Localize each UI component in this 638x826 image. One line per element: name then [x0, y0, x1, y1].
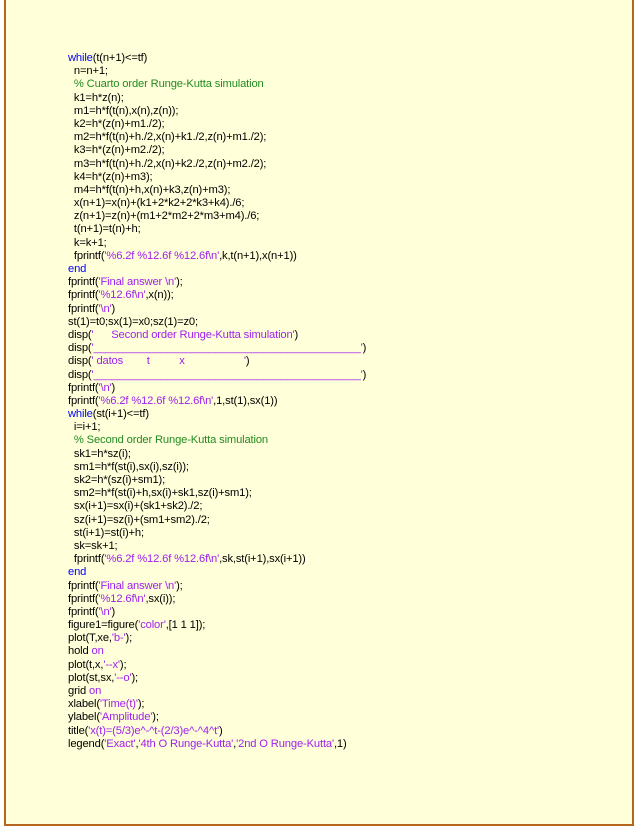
string-token: '%6.2f %12.6f %12.6f\n' [104, 553, 220, 566]
string-token: '____________________________________________' [91, 368, 363, 381]
string-token: 'Amplitude' [99, 711, 153, 724]
string-token: '\n' [98, 605, 112, 618]
string-token: 'Final answer \n' [98, 579, 177, 592]
code-token: ); [125, 632, 133, 645]
code-token: (t(n+1)<=tf) [92, 52, 148, 64]
keyword-token: while [68, 52, 93, 64]
code-line [68, 421, 366, 434]
code-line [68, 738, 366, 751]
code-token: ) [362, 342, 367, 355]
code-line [68, 619, 366, 632]
code-token: st(1)=t0;sx(1)=x0;sz(1)=z0; [68, 315, 198, 328]
code-token: st(i+1)=st(i)+h; [68, 526, 144, 539]
code-token: title( [68, 724, 89, 737]
code-line [68, 500, 366, 513]
code-line [68, 316, 366, 329]
code-line [68, 65, 366, 78]
code-token: fprintf( [68, 579, 99, 592]
code-token: fprintf( [68, 249, 105, 262]
code-token: ) [111, 605, 116, 618]
code-token: ) [111, 381, 116, 394]
code-token: disp( [68, 355, 92, 368]
string-token: '\n' [98, 381, 112, 394]
code-token: fprintf( [68, 553, 105, 566]
code-token: ,[1 1 1]); [165, 619, 206, 632]
code-token: ); [152, 711, 159, 724]
code-line [68, 144, 366, 157]
code-token: ,sk,st(i+1),sx(i+1)) [219, 553, 306, 566]
string-token: 'Exact' [104, 737, 136, 750]
code-token: ); [119, 658, 127, 671]
code-token: fprintf( [68, 394, 99, 407]
code-line [68, 52, 366, 65]
string-token: '2nd O Runge-Kutta' [236, 737, 334, 750]
code-token: sm1=h*f(st(i),sx(i),sz(i)); [68, 460, 189, 473]
string-token: '--o' [114, 671, 132, 684]
code-token: k3=h*(z(n)+m2./2); [68, 144, 165, 157]
code-line [68, 342, 366, 355]
code-token: (st(i+1)<=tf) [92, 408, 149, 421]
code-token: ); [176, 579, 183, 592]
code-token: sk2=h*(sz(i)+sm1); [68, 474, 166, 486]
keyword-token: end [68, 263, 87, 275]
code-token: fprintf( [68, 592, 99, 605]
code-line [68, 78, 366, 91]
code-token: n=n+1; [68, 65, 108, 78]
code-token: fprintf( [68, 289, 99, 302]
code-token: figure1=figure( [68, 619, 139, 632]
code-listing-box [4, 0, 634, 826]
code-line [68, 289, 366, 302]
code-token: k2=h*(z(n)+m1./2); [68, 117, 165, 130]
string-token: 'color' [138, 619, 166, 632]
code-line [68, 527, 366, 540]
code-line [68, 514, 366, 527]
string-token: ' datos t x ' [91, 355, 246, 368]
string-token: '4th O Runge-Kutta' [138, 737, 234, 750]
code-token: plot(st,sx, [68, 671, 115, 684]
code-token: plot(t,x, [68, 658, 104, 671]
code-line [68, 632, 366, 645]
code-line [68, 487, 366, 500]
code-line [68, 659, 366, 672]
string-token: 'x(t)=(5/3)e^-^t-(2/3)e^-^4^t' [88, 724, 220, 737]
code-line [68, 171, 366, 184]
code-token: xlabel( [68, 698, 100, 711]
code-line [68, 461, 366, 474]
code-token: fprintf( [68, 381, 99, 394]
string-token: ' Second order Runge-Kutta simulation' [91, 328, 295, 341]
code-token: k4=h*(z(n)+m3); [68, 170, 153, 183]
string-token: '--x' [103, 658, 120, 671]
keyword-token: while [68, 408, 93, 421]
code-line [68, 672, 366, 685]
string-token: '%12.6f\n' [98, 289, 146, 302]
code-line [68, 448, 366, 461]
code-token: ,x(n)); [145, 289, 174, 302]
code-line [68, 118, 366, 131]
code-token: ); [137, 698, 145, 711]
code-token: m1=h*f(t(n),x(n),z(n)); [68, 104, 179, 117]
comment-token: % Second order Runge-Kutta simulation [68, 434, 268, 447]
code-line [68, 474, 366, 487]
code-line [68, 580, 366, 593]
code-token: ,sx(i)); [145, 592, 176, 605]
code-line [68, 250, 366, 263]
code-token: disp( [68, 342, 92, 355]
code-line [68, 593, 366, 606]
code-token: ) [362, 368, 367, 381]
code-token: ,k,t(n+1),x(n+1)) [219, 249, 297, 262]
code-token: fprintf( [68, 276, 99, 289]
code-line [68, 210, 366, 223]
string-token: '\n' [98, 302, 112, 315]
code-line [68, 566, 366, 579]
code-token: legend( [68, 737, 105, 750]
string-token: '____________________________________________' [91, 342, 363, 355]
string-token: '%6.2f %12.6f %12.6f\n' [98, 394, 214, 407]
code-line [68, 395, 366, 408]
code-token: k=k+1; [68, 236, 107, 249]
code-token: ) [111, 302, 116, 315]
code-line [68, 197, 366, 210]
code-line [68, 184, 366, 197]
code-token: fprintf( [68, 605, 99, 618]
code-line [68, 223, 366, 236]
code-token: fprintf( [68, 302, 99, 315]
string-token: 'Time(t)' [99, 698, 138, 711]
code-line [68, 540, 366, 553]
code-token: sz(i+1)=sz(i)+(sm1+sm2)./2; [68, 513, 210, 526]
code-token: , [135, 737, 139, 750]
code-line [68, 698, 366, 711]
code-token: sk1=h*sz(i); [68, 447, 131, 460]
code-token: hold [68, 645, 92, 658]
code-token: t(n+1)=t(n)+h; [68, 223, 141, 236]
code-token: plot(T,xe, [68, 632, 112, 645]
string-token: 'Final answer \n' [98, 276, 177, 289]
string-token: 'b-' [111, 632, 126, 645]
code-token: ) [294, 328, 299, 341]
code-token: sx(i+1)=sx(i)+(sk1+sk2)./2; [68, 500, 203, 513]
code-line [68, 263, 366, 276]
code-token: m2=h*f(t(n)+h./2,x(n)+k1./2,z(n)+m1./2); [68, 131, 267, 144]
matlab-code-listing [68, 52, 366, 751]
code-token: ) [245, 355, 250, 368]
code-token: ); [176, 276, 183, 289]
code-line [68, 553, 366, 566]
code-token: m3=h*f(t(n)+h./2,x(n)+k2./2,z(n)+m2./2); [68, 157, 267, 170]
string-token: on [91, 645, 104, 658]
code-line [68, 434, 366, 447]
code-token: grid [68, 685, 90, 697]
code-line [68, 645, 366, 658]
code-token: m4=h*f(t(n)+h,x(n)+k3,z(n)+m3); [68, 183, 231, 196]
code-token: sm2=h*f(st(i)+h,sx(i)+sk1,sz(i)+sm1); [68, 487, 252, 500]
code-line [68, 606, 366, 619]
code-token: k1=h*z(n); [68, 91, 124, 104]
code-line [68, 329, 366, 342]
code-line [68, 685, 366, 698]
code-line [68, 711, 366, 724]
code-token: sk=sk+1; [68, 539, 118, 552]
code-line [68, 382, 366, 395]
comment-token: % Cuarto order Runge-Kutta simulation [68, 78, 264, 91]
code-token: ,1,st(1),sx(1)) [213, 394, 278, 407]
code-token: z(n+1)=z(n)+(m1+2*m2+2*m3+m4)./6; [68, 210, 260, 223]
code-token: , [233, 737, 237, 750]
string-token: '%6.2f %12.6f %12.6f\n' [104, 249, 220, 262]
code-token: ); [131, 671, 138, 684]
code-line [68, 369, 366, 382]
code-token: x(n+1)=x(n)+(k1+2*k2+2*k3+k4)./6; [68, 197, 245, 210]
code-token: disp( [68, 328, 92, 341]
code-line [68, 237, 366, 250]
code-token: disp( [68, 368, 92, 381]
string-token: '%12.6f\n' [98, 592, 146, 605]
code-line [68, 303, 366, 316]
code-token: i=i+1; [68, 421, 101, 434]
code-line [68, 131, 366, 144]
code-token: ylabel( [68, 711, 100, 724]
code-token: ) [219, 724, 223, 737]
code-line [68, 408, 366, 421]
string-token: on [89, 685, 102, 697]
code-line [68, 725, 366, 738]
code-line [68, 158, 366, 171]
code-token: ,1) [333, 737, 347, 750]
keyword-token: end [68, 566, 87, 579]
code-line [68, 105, 366, 118]
code-line [68, 355, 366, 368]
code-line [68, 276, 366, 289]
code-line [68, 92, 366, 105]
